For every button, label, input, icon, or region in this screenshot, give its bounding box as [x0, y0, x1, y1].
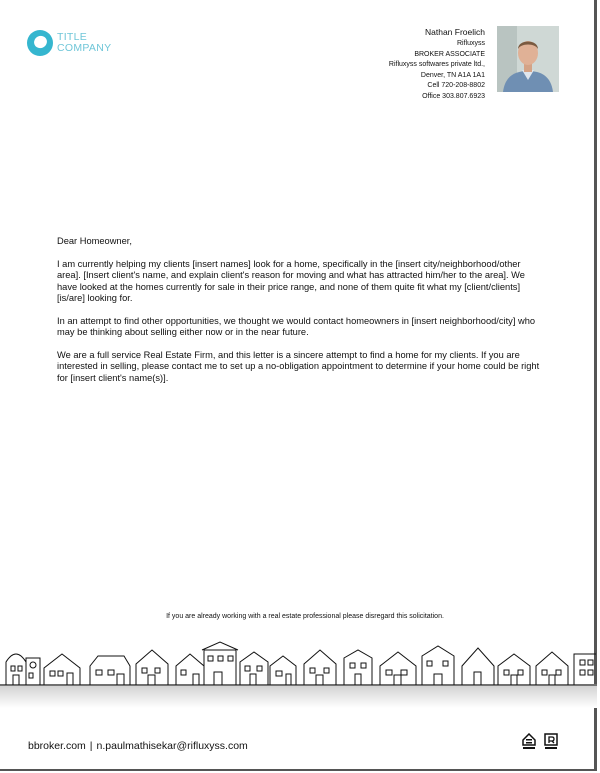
letter-body: [57, 236, 543, 396]
title-company-logo: [27, 30, 111, 56]
logo-line-2: COMPANY: [57, 42, 112, 54]
letter-paragraph-2: In an attempt to find other opportunities, we thought we would contact homeowners in [insert neighborhood/city] who may be thinking about selling either now or in the near future.: [57, 315, 536, 338]
letter-paragraph-1: I am currently helping my clients [insert names] look for a home, specifically in the [insert city/neighborhood/other area]. [Insert client's name, and explain client's reason for moving and what has attracted him/her to the area]. We have looked at the homes currently for sale in their price range, and none of them quite fit what my [client/clients] [is/are] looking for.: [57, 258, 525, 304]
realtor-icon: [544, 733, 558, 750]
logo-wordmark: [57, 32, 111, 54]
footer-separator: |: [89, 740, 93, 752]
letter-paragraph-3: We are a full service Real Estate Firm, and this letter is a sincere attempt to find a home for my clients. If you are interested in selling, please contact me to set up a no-obligation appointment to determine if your home could be right for [insert client's name(s)].: [57, 350, 540, 383]
agent-office-phone: Office 303.807.6923: [422, 92, 485, 100]
footer-contact: [28, 740, 248, 752]
solicitation-disclaimer: If you are already working with a real estate professional please disregard this solicitation.: [166, 613, 444, 620]
agent-photo: [497, 26, 559, 92]
equal-housing-opportunity-icon: [522, 733, 536, 750]
agent-name: Nathan Froelich: [424, 27, 485, 37]
agent-company: Rifluxyss: [456, 40, 485, 47]
agent-cell: Cell 720-208-8802: [427, 82, 485, 90]
agent-contact-block: [389, 26, 485, 103]
footer-email-link[interactable]: n.paulmathisekar@rifluxyss.com: [96, 740, 248, 752]
logo-line-1: TITLE: [57, 31, 88, 43]
footer-website-link[interactable]: bbroker.com: [28, 740, 86, 752]
agent-address: Denver, TN A1A 1A1: [420, 71, 485, 79]
agent-office-name: Rifluxyss softwares private ltd.,: [388, 61, 485, 69]
agent-title: BROKER ASSOCIATE: [414, 50, 485, 58]
house-sketch-border: [0, 636, 597, 708]
logo-mark-icon: [27, 30, 53, 56]
letter-greeting: Dear Homeowner,: [57, 236, 132, 246]
